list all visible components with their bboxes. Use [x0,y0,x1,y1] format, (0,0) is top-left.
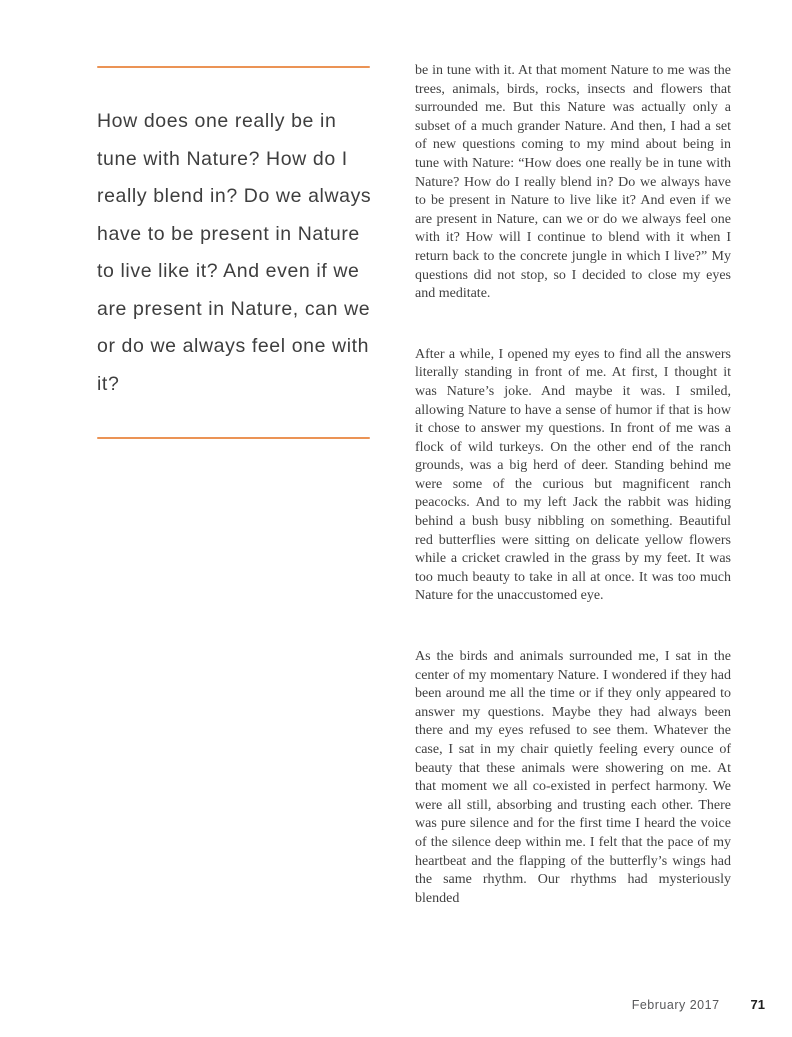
pull-quote-top-rule [97,66,370,68]
article-paragraph: As the birds and animals surrounded me, I sat in the center of my momentary Nature. I wondered if they had been around me all the time or if they only appeared to answer my questions. Maybe they had always been there and my eyes refused to see them. Whatever the case, I sat in my chair quietly feeling every ounce of beauty that these animals were showering on me. At that moment we all co-existed in perfect harmony. We were all still, absorbing and trusting each other. There was pure silence and for the first time I heard the voice of the silence deep within me. I felt that the pace of my heartbeat and the flapping of the butterfly’s wings had the same rhythm. Our rhythms had mysteriously blended [415,649,731,906]
article-paragraph: After a while, I opened my eyes to find all the answers literally standing in front of me. At first, I thought it was Nature’s joke. And maybe it was. I smiled, allowing Nature to have a sense of humor if that is how it chose to answer my questions. In front of me was a flock of wild turkeys. On the other end of the ranch grounds, was a big herd of deer. Standing behind me were some of the curious but magnificent ranch peacocks. And to my left Jack the rabbit was hiding behind a bush busy nibbling on something. Beautiful red butterflies were sitting on delicate yellow flowers while a cricket crawled in the grass by my feet. It was too much beauty to take in all at once. It was too much Nature for the unaccustomed eye. [415,346,731,604]
article-body [415,62,731,908]
pull-quote: How does one really be in tune with Nature? How do I really blend in? Do we always have to be present in Nature to live like it? And even if we are present in Nature, can we or do we always feel one with it? [97,110,372,395]
page-number: 71 [750,997,765,1012]
pull-quote-bottom-rule [97,437,370,439]
article-paragraph: be in tune with it. At that moment Nature to me was the trees, animals, birds, rocks, insects and flowers that surrounded me. But this Nature was actually only a subset of a much grander Nature. And then, I had a set of new questions coming to my mind about being in tune with Nature: “How does one really be in tune with Nature? How do I really blend in? Do we always have to be present in Nature to live like it? And even if we are present in Nature, can we or do we always feel one with it? How will I continue to blend with it when I return back to the concrete jungle in which I live?” My questions did not stop, so I decided to close my eyes and meditate. [415,63,731,302]
issue-date: February 2017 [631,998,720,1012]
page-footer [632,997,765,1012]
